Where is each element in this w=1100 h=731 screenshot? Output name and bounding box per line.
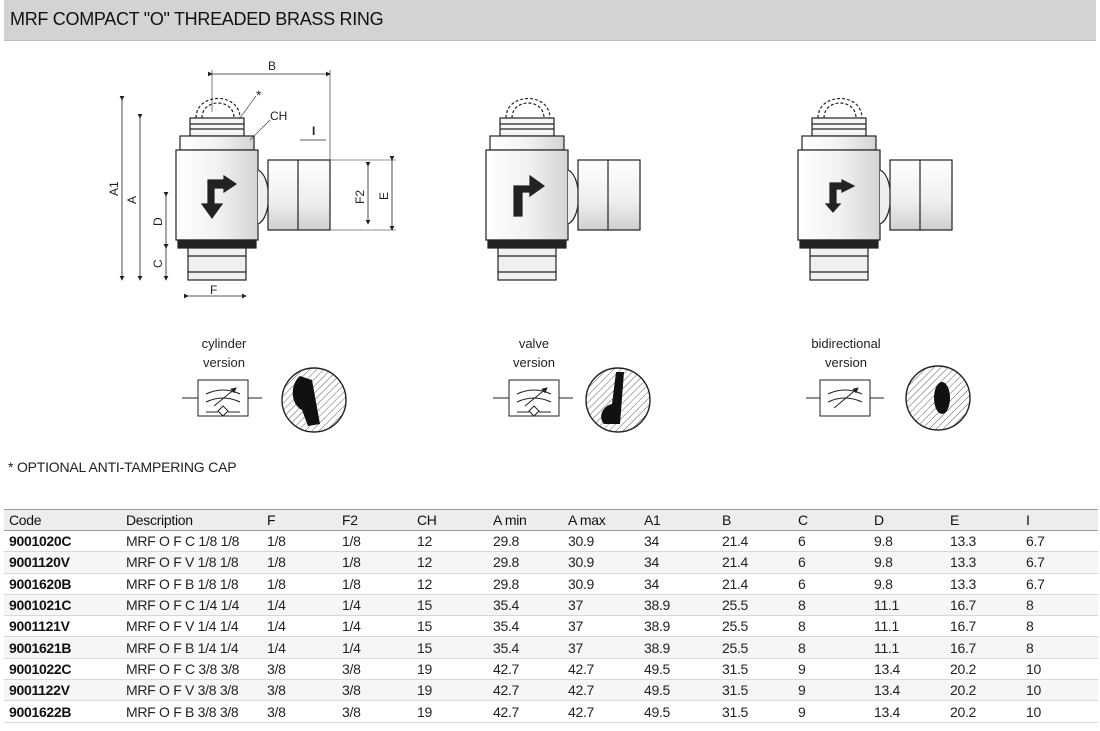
table-cell: 13.3 bbox=[945, 531, 1021, 552]
table-cell: 37 bbox=[563, 594, 639, 615]
table-cell: 19 bbox=[412, 658, 488, 679]
table-cell: 20.2 bbox=[945, 680, 1021, 701]
valve-section bbox=[586, 368, 650, 432]
column-header: Description bbox=[121, 510, 262, 531]
table-cell: 8 bbox=[793, 594, 869, 615]
table-cell: 42.7 bbox=[563, 658, 639, 679]
table-cell: MRF O F V 1/8 1/8 bbox=[121, 552, 262, 573]
dim-label-e: E bbox=[377, 191, 391, 200]
table-cell: 6 bbox=[793, 531, 869, 552]
table-cell: 8 bbox=[1021, 637, 1098, 658]
table-cell: 3/8 bbox=[337, 658, 412, 679]
table-cell: 42.7 bbox=[563, 680, 639, 701]
table-cell: 34 bbox=[639, 531, 717, 552]
table-cell: 38.9 bbox=[639, 594, 717, 615]
table-cell: 15 bbox=[412, 594, 488, 615]
product-code: 9001620B bbox=[4, 573, 121, 594]
table-cell: MRF O F V 3/8 3/8 bbox=[121, 680, 262, 701]
table-cell: 3/8 bbox=[262, 680, 337, 701]
table-cell: 10 bbox=[1021, 701, 1098, 722]
table-cell: 25.5 bbox=[717, 637, 793, 658]
bidirectional-section bbox=[906, 366, 970, 430]
product-code: 9001120V bbox=[4, 552, 121, 573]
table-cell: 9.8 bbox=[869, 531, 945, 552]
table-row bbox=[4, 531, 1098, 552]
table-cell: 1/4 bbox=[337, 637, 412, 658]
table-cell: 37 bbox=[563, 637, 639, 658]
table-cell: 11.1 bbox=[869, 637, 945, 658]
table-cell: MRF O F B 1/4 1/4 bbox=[121, 637, 262, 658]
fitting-drawing-bidirectional bbox=[798, 99, 952, 281]
table-cell: 9.8 bbox=[869, 552, 945, 573]
table-cell: 30.9 bbox=[563, 573, 639, 594]
table-row bbox=[4, 637, 1098, 658]
product-code: 9001621B bbox=[4, 637, 121, 658]
table-header-row bbox=[4, 510, 1098, 531]
column-header: E bbox=[945, 510, 1021, 531]
product-code: 9001021C bbox=[4, 594, 121, 615]
column-header: D bbox=[869, 510, 945, 531]
column-header: B bbox=[717, 510, 793, 531]
table-cell: 16.7 bbox=[945, 637, 1021, 658]
table-cell: 3/8 bbox=[337, 701, 412, 722]
table-cell: 12 bbox=[412, 552, 488, 573]
version-label-line2: version bbox=[825, 355, 867, 370]
dim-label-i: I bbox=[312, 124, 316, 138]
version-label-line1: bidirectional bbox=[811, 336, 881, 351]
table-cell: 42.7 bbox=[488, 658, 563, 679]
table-cell: 3/8 bbox=[262, 658, 337, 679]
bidirectional-symbol bbox=[806, 380, 884, 416]
version-label-line1: valve bbox=[518, 336, 550, 351]
table-cell: 25.5 bbox=[717, 594, 793, 615]
dim-label-f: F bbox=[210, 283, 218, 297]
column-header: I bbox=[1021, 510, 1098, 531]
table-cell: 6 bbox=[793, 552, 869, 573]
version-label-line2: version bbox=[203, 355, 245, 370]
technical-drawings bbox=[0, 42, 1100, 452]
table-cell: 31.5 bbox=[717, 701, 793, 722]
table-cell: 42.7 bbox=[488, 680, 563, 701]
table-cell: 16.7 bbox=[945, 616, 1021, 637]
dim-label-ch: CH bbox=[270, 109, 288, 123]
dim-label-a1: A1 bbox=[107, 181, 121, 196]
table-cell: 1/8 bbox=[262, 573, 337, 594]
table-cell: 10 bbox=[1021, 658, 1098, 679]
table-cell: 19 bbox=[412, 680, 488, 701]
table-cell: 29.8 bbox=[488, 573, 563, 594]
table-cell: 35.4 bbox=[488, 594, 563, 615]
page-title: MRF COMPACT "O" THREADED BRASS RING bbox=[10, 9, 384, 29]
table-cell: 31.5 bbox=[717, 680, 793, 701]
column-header: F bbox=[262, 510, 337, 531]
table-cell: 8 bbox=[793, 637, 869, 658]
table-cell: 20.2 bbox=[945, 658, 1021, 679]
table-cell: 49.5 bbox=[639, 658, 717, 679]
table-cell: 12 bbox=[412, 531, 488, 552]
version-label-bidirectional bbox=[786, 334, 906, 372]
table-cell: 29.8 bbox=[488, 531, 563, 552]
column-header: A max bbox=[563, 510, 639, 531]
table-row bbox=[4, 658, 1098, 679]
product-code: 9001121V bbox=[4, 616, 121, 637]
footnote: * OPTIONAL ANTI-TAMPERING CAP bbox=[8, 459, 237, 475]
table-cell: MRF O F B 1/8 1/8 bbox=[121, 573, 262, 594]
table-cell: 6 bbox=[793, 573, 869, 594]
table-cell: 35.4 bbox=[488, 637, 563, 658]
table-cell: 15 bbox=[412, 637, 488, 658]
table-cell: 37 bbox=[563, 616, 639, 637]
table-row bbox=[4, 573, 1098, 594]
column-header: Code bbox=[4, 510, 121, 531]
fitting-drawing-valve bbox=[486, 99, 640, 281]
cylinder-symbol bbox=[182, 380, 262, 416]
dim-label-a: A bbox=[125, 195, 139, 204]
table-cell: 10 bbox=[1021, 680, 1098, 701]
column-header: A1 bbox=[639, 510, 717, 531]
table-cell: 11.1 bbox=[869, 616, 945, 637]
table-cell: 1/8 bbox=[337, 552, 412, 573]
table-body bbox=[4, 531, 1098, 723]
table-cell: 35.4 bbox=[488, 616, 563, 637]
table-cell: 25.5 bbox=[717, 616, 793, 637]
table-cell: 38.9 bbox=[639, 637, 717, 658]
table-cell: 34 bbox=[639, 573, 717, 594]
product-code: 9001622B bbox=[4, 701, 121, 722]
page-header bbox=[4, 0, 1096, 41]
dim-label-c: C bbox=[151, 259, 165, 268]
table-cell: 1/4 bbox=[337, 594, 412, 615]
table-row bbox=[4, 680, 1098, 701]
column-header: CH bbox=[412, 510, 488, 531]
product-code: 9001022C bbox=[4, 658, 121, 679]
table-cell: 1/4 bbox=[262, 594, 337, 615]
table-cell: 3/8 bbox=[337, 680, 412, 701]
table-cell: 8 bbox=[793, 616, 869, 637]
table-cell: 6.7 bbox=[1021, 552, 1098, 573]
table-cell: 31.5 bbox=[717, 658, 793, 679]
version-label-line1: cylinder bbox=[201, 336, 247, 351]
table-cell: 19 bbox=[412, 701, 488, 722]
table-cell: 1/8 bbox=[262, 531, 337, 552]
column-header: C bbox=[793, 510, 869, 531]
cylinder-section bbox=[282, 368, 346, 432]
table-cell: 1/4 bbox=[337, 616, 412, 637]
table-cell: 11.1 bbox=[869, 594, 945, 615]
table-cell: 30.9 bbox=[563, 531, 639, 552]
table-cell: 9 bbox=[793, 701, 869, 722]
table-cell: 34 bbox=[639, 552, 717, 573]
table-row bbox=[4, 594, 1098, 615]
table-cell: 1/4 bbox=[262, 616, 337, 637]
table-cell: 13.3 bbox=[945, 552, 1021, 573]
table-cell: 6.7 bbox=[1021, 531, 1098, 552]
table-cell: 13.4 bbox=[869, 701, 945, 722]
table-cell: 1/8 bbox=[262, 552, 337, 573]
table-cell: 42.7 bbox=[488, 701, 563, 722]
table-cell: MRF O F C 1/4 1/4 bbox=[121, 594, 262, 615]
table-cell: MRF O F C 1/8 1/8 bbox=[121, 531, 262, 552]
table-cell: 9 bbox=[793, 680, 869, 701]
table-cell: 42.7 bbox=[563, 701, 639, 722]
table-cell: 9.8 bbox=[869, 573, 945, 594]
table-cell: 20.2 bbox=[945, 701, 1021, 722]
table-cell: 21.4 bbox=[717, 531, 793, 552]
table-cell: 1/8 bbox=[337, 531, 412, 552]
table-cell: 21.4 bbox=[717, 552, 793, 573]
version-label-cylinder bbox=[164, 334, 284, 372]
table-cell: MRF O F B 3/8 3/8 bbox=[121, 701, 262, 722]
dim-label-star: * bbox=[256, 87, 262, 103]
table-cell: 38.9 bbox=[639, 616, 717, 637]
column-header: F2 bbox=[337, 510, 412, 531]
table-cell: 1/8 bbox=[337, 573, 412, 594]
product-code: 9001020C bbox=[4, 531, 121, 552]
table-cell: 30.9 bbox=[563, 552, 639, 573]
table-row bbox=[4, 552, 1098, 573]
table-cell: 49.5 bbox=[639, 701, 717, 722]
spec-table bbox=[4, 509, 1098, 723]
table-cell: 8 bbox=[1021, 616, 1098, 637]
table-cell: 49.5 bbox=[639, 680, 717, 701]
table-row bbox=[4, 701, 1098, 722]
dim-label-f2: F2 bbox=[353, 189, 367, 204]
product-code: 9001122V bbox=[4, 680, 121, 701]
table-cell: 13.4 bbox=[869, 658, 945, 679]
table-cell: 13.4 bbox=[869, 680, 945, 701]
table-cell: 21.4 bbox=[717, 573, 793, 594]
table-row bbox=[4, 616, 1098, 637]
column-header: A min bbox=[488, 510, 563, 531]
table-cell: 12 bbox=[412, 573, 488, 594]
table-cell: 13.3 bbox=[945, 573, 1021, 594]
valve-symbol bbox=[493, 380, 573, 416]
table-cell: MRF O F V 1/4 1/4 bbox=[121, 616, 262, 637]
table-cell: 15 bbox=[412, 616, 488, 637]
table-cell: MRF O F C 3/8 3/8 bbox=[121, 658, 262, 679]
table-cell: 3/8 bbox=[262, 701, 337, 722]
dim-label-b: B bbox=[268, 59, 277, 73]
dim-label-d: D bbox=[151, 217, 165, 226]
table-cell: 6.7 bbox=[1021, 573, 1098, 594]
table-cell: 8 bbox=[1021, 594, 1098, 615]
table-cell: 9 bbox=[793, 658, 869, 679]
version-label-valve bbox=[474, 334, 594, 372]
table-cell: 29.8 bbox=[488, 552, 563, 573]
version-label-line2: version bbox=[513, 355, 555, 370]
table-cell: 16.7 bbox=[945, 594, 1021, 615]
table-cell: 1/4 bbox=[262, 637, 337, 658]
